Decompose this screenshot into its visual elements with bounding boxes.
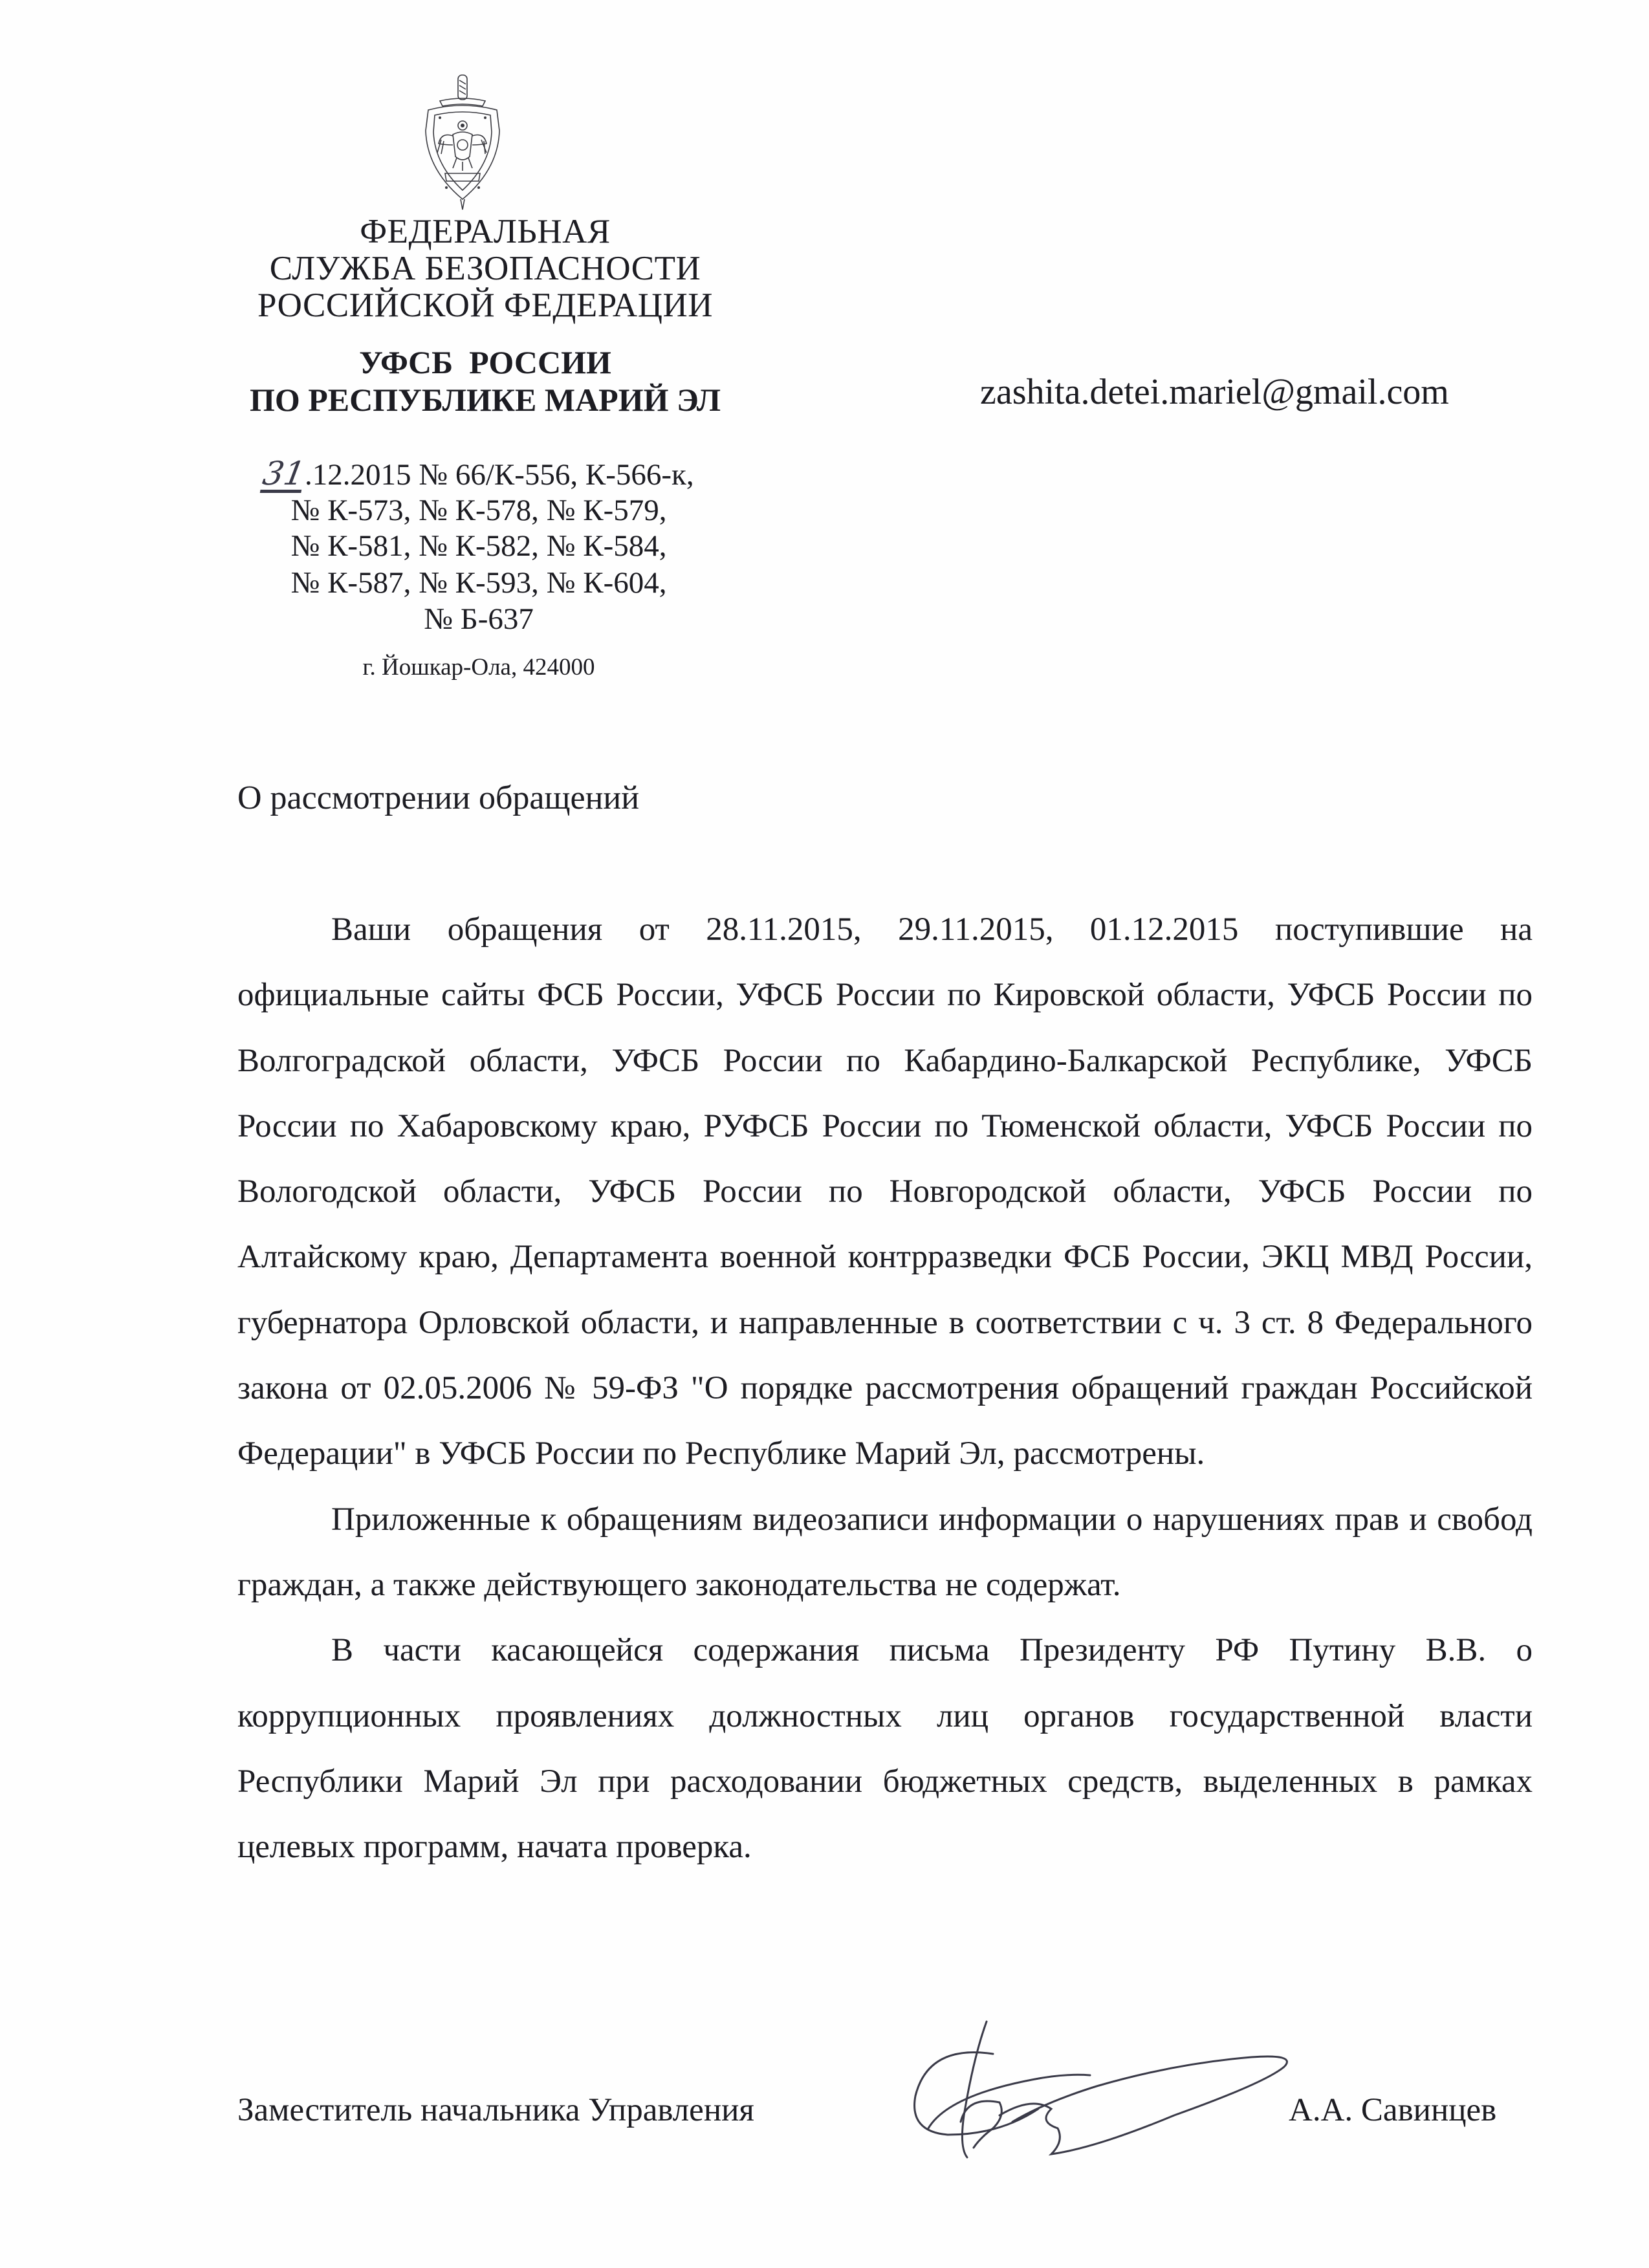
reference-line-4: № К-587, № К-593, № К-604, xyxy=(290,566,667,600)
body-paragraph: Приложенные к обращениям видеозаписи информации о нарушениях прав и свобод граждан, а также действующего законодательства не содержат. xyxy=(237,1501,1533,1603)
reference-line-5: № Б-637 xyxy=(424,602,534,636)
fsb-shield-emblem-icon xyxy=(414,72,511,212)
letter-body xyxy=(237,897,1533,1880)
city-address: г. Йошкар-Ола, 424000 xyxy=(362,654,595,681)
org-name-line-1: ФЕДЕРАЛЬНАЯ xyxy=(360,213,611,250)
department-name-line-2: ПО РЕСПУБЛИКЕ МАРИЙ ЭЛ xyxy=(249,382,721,418)
handwritten-signature-icon xyxy=(902,2018,1349,2167)
org-name-line-3: РОССИЙСКОЙ ФЕДЕРАЦИИ xyxy=(257,287,714,324)
handwritten-day: 31 xyxy=(260,455,309,492)
reference-line-1 xyxy=(213,455,744,493)
org-name-line-2: СЛУЖБА БЕЗОПАСНОСТИ xyxy=(269,250,701,287)
body-paragraph: Ваши обращения от 28.11.2015, 29.11.2015, 01.12.2015 поступившие на официальные сайты ФСБ России, УФСБ России по Кировской области, УФСБ России по Волгоградской области, УФСБ России по Кабардино-Балкарской Республике, УФСБ России по Хабаровскому краю, РУФСБ России по Тюменской области, УФСБ России по Вологодской области, УФСБ России по Новгородской области, УФСБ России по Алтайскому краю, Департамента военной контрразведки ФСБ России, ЭКЦ МВД России, губернатора Орловской области, и направленные в соответствии с ч. 3 ст. 8 Федерального закона от 02.05.2006 № 59-ФЗ "О порядке рассмотрения обращений граждан Российской Федерации" в УФСБ России по Республике Марий Эл, рассмотрены. xyxy=(237,911,1533,1472)
letter-subject: О рассмотрении обращений xyxy=(237,780,640,816)
signatory-name: А.А. Савинцев xyxy=(1289,2092,1497,2128)
body-paragraph: В части касающейся содержания письма Президенту РФ Путину В.В. о коррупционных проявлениях должностных лиц органов государственной власти Республики Марий Эл при расходовании бюджетных средств, выделенных в рамках целевых программ, начата проверка. xyxy=(237,1632,1533,1866)
reference-line-2: № К-573, № К-578, № К-579, xyxy=(290,494,667,527)
signatory-title: Заместитель начальника Управления xyxy=(237,2092,754,2128)
recipient-email: zashita.detei.mariel@gmail.com xyxy=(980,372,1449,412)
reference-text: .12.2015 № 66/К-556, К-566-к, xyxy=(304,458,694,492)
reference-line-3: № К-581, № К-582, № К-584, xyxy=(290,529,667,563)
department-name-line-1: УФСБ РОССИИ xyxy=(359,344,611,380)
